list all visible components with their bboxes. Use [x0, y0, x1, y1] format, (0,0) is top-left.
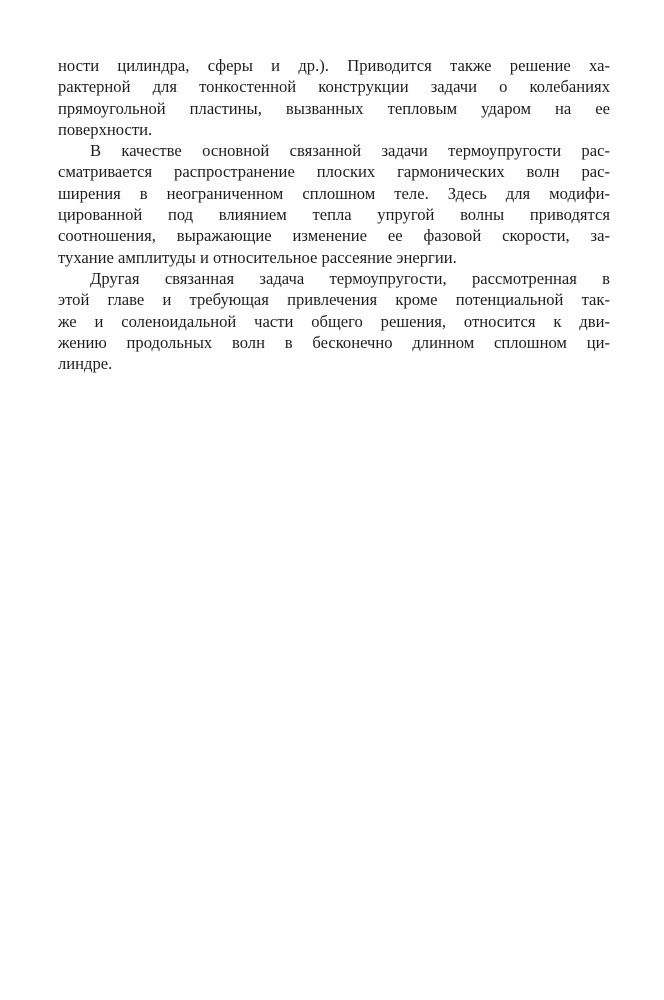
- text-line: цированной под влиянием тепла упругой волны приводятся: [58, 205, 610, 225]
- text-line: Другая связанная задача термоупругости, рассмотренная в: [90, 268, 610, 288]
- text-line: ности цилиндра, сферы и др.). Приводится также решение ха-: [58, 56, 610, 75]
- body-text: [58, 55, 610, 374]
- paragraph-3: [58, 268, 610, 374]
- text-line: прямоугольной пластины, вызванных тепловым ударом на ее: [58, 98, 610, 118]
- paragraph-2: [58, 140, 610, 268]
- text-line: этой главе и требующая привлечения кроме потенциальной так-: [58, 290, 610, 310]
- text-line: поверхности.: [58, 119, 153, 139]
- text-line: ширения в неограниченном сплошном теле. Здесь для модифи-: [58, 183, 610, 203]
- text-line: сматривается распространение плоских гармонических волн рас-: [58, 162, 610, 182]
- text-line: соотношения, выражающие изменение ее фазовой скорости, за-: [58, 226, 610, 246]
- paragraph-1: [58, 55, 610, 140]
- text-line: рактерной для тонкостенной конструкции задачи о колебаниях: [58, 77, 610, 97]
- text-line: В качестве основной связанной задачи термоупругости рас-: [90, 141, 610, 161]
- text-line: же и соленоидальной части общего решения, относится к дви-: [58, 311, 610, 331]
- text-line: жению продольных волн в бесконечно длинном сплошном ци-: [58, 332, 610, 352]
- text-line: тухание амплитуды и относительное рассеяние энергии.: [58, 247, 457, 267]
- text-line: линдре.: [58, 354, 113, 374]
